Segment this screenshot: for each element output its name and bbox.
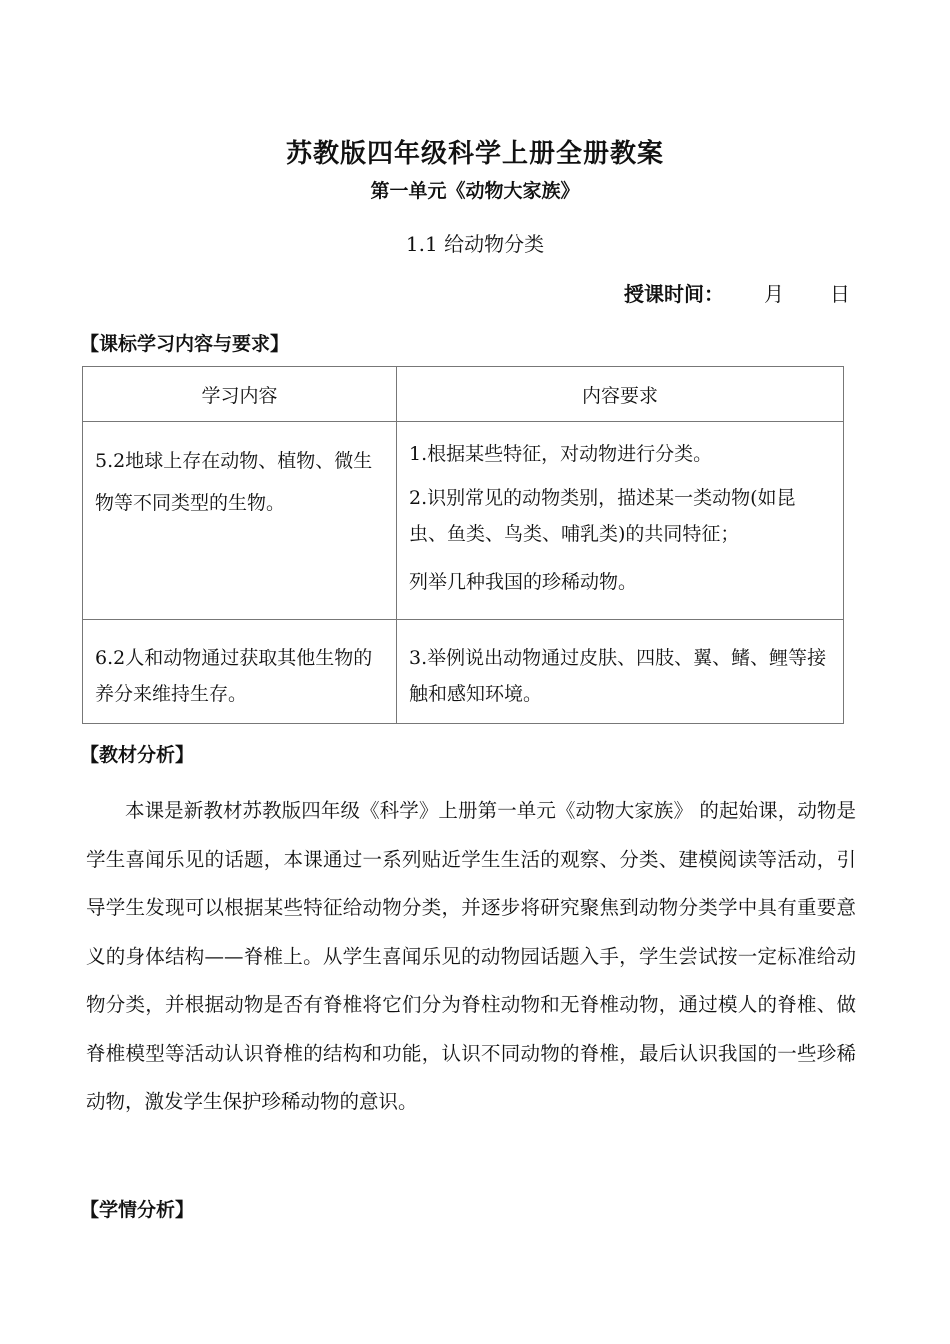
analysis-heading: 【教材分析】 [80, 744, 195, 766]
table-cell-content: 6.2人和动物通过获取其他生物的养分来维持生存。 [83, 620, 397, 724]
students-heading: 【学情分析】 [80, 1199, 195, 1221]
document-title: 苏教版四年级科学上册全册教案 [285, 139, 664, 169]
requirement-item: 1.根据某些特征，对动物进行分类。 [409, 443, 713, 465]
teaching-time [624, 278, 850, 307]
teaching-time-month: 月 [764, 282, 784, 306]
requirement-item: 3.举例说出动物通过皮肤、四肢、翼、鳍、鲤等接触和感知环境。 [409, 647, 827, 705]
standard-heading: 【课标学习内容与要求】 [80, 333, 290, 355]
table-header-row [83, 367, 844, 422]
table-row [83, 620, 844, 724]
unit-title: 第一单元《动物大家族》 [370, 180, 580, 202]
lesson-title: 1.1 给动物分类 [405, 232, 545, 256]
teaching-time-day: 日 [830, 282, 850, 306]
table-header-content: 学习内容 [83, 367, 397, 422]
table-header-requirements: 内容要求 [397, 367, 844, 422]
table-row [83, 422, 844, 620]
analysis-paragraph: 本课是新教材苏教版四年级《科学》上册第一单元《动物大家族》 的起始课，动物是学生喜闻乐见的话题，本课通过一系列贴近学生生活的观察、分类、建模阅读等活动，引导学生发现可以根据某些特征给动物分类，并逐步将研究聚焦到动物分类学中具有重要意义的身体结构——脊椎上。从学生喜闻乐见的动物园话题入手，学生尝试按一定标准给动物分类，并根据动物是否有脊椎将它们分为脊柱动物和无脊椎动物，通过模人的脊椎、做脊椎模型等活动认识脊椎的结构和功能，认识不同动物的脊椎，最后认识我国的一些珍稀动物，激发学生保护珍稀动物的意识。 [86, 799, 856, 1113]
requirement-item: 列举几种我国的珍稀动物。 [409, 571, 638, 593]
table-cell-requirements [397, 620, 844, 724]
requirement-item: 2.识别常见的动物类别，描述某一类动物(如昆虫、鱼类、鸟类、哺乳类)的共同特征； [409, 487, 796, 545]
table-cell-requirements [397, 422, 844, 620]
standard-table [82, 366, 844, 724]
table-cell-content: 5.2地球上存在动物、植物、微生物等不同类型的生物。 [83, 422, 397, 620]
teaching-time-label: 授课时间： [624, 282, 724, 306]
